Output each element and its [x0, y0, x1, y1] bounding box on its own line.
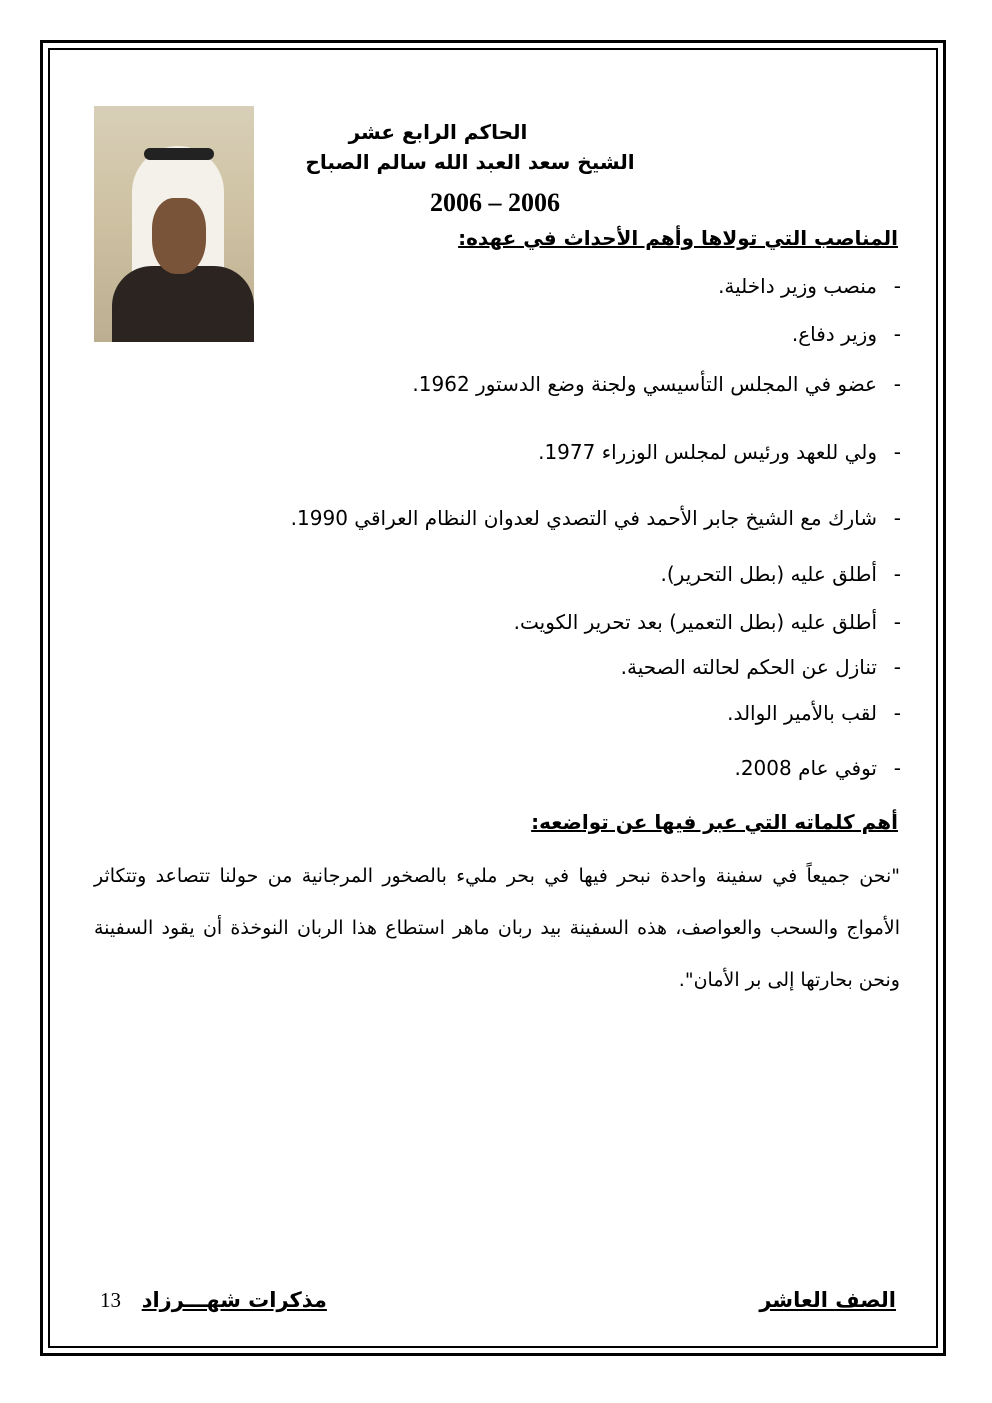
positions-heading: المناصب التي تولاها وأهم الأحداث في عهده:: [458, 226, 898, 250]
list-item: - توفي عام 2008.: [734, 756, 901, 780]
quote-heading: أهم كلماته التي عبر فيها عن تواضعه:: [531, 810, 898, 834]
list-item: - أطلق عليه (بطل التعمير) بعد تحرير الكويت.: [513, 610, 901, 634]
list-item: - لقب بالأمير الوالد.: [727, 701, 901, 725]
list-item: - وزير دفاع.: [791, 322, 901, 346]
list-item: - منصب وزير داخلية.: [718, 274, 901, 298]
ruler-name: الشيخ سعد العبد الله سالم الصباح: [305, 150, 635, 174]
grade-label: الصف العاشر: [759, 1288, 896, 1312]
reign-years: 2006 – 2006: [430, 188, 560, 217]
list-item: - أطلق عليه (بطل التحرير).: [660, 562, 901, 586]
list-item: - عضو في المجلس التأسيسي ولجنة وضع الدستور 1962.: [412, 372, 901, 396]
list-item: - تنازل عن الحكم لحالته الصحية.: [620, 655, 901, 679]
portrait-photo: [94, 106, 254, 342]
list-item: - شارك مع الشيخ جابر الأحمد في التصدي لعدوان النظام العراقي 1990.: [290, 506, 901, 530]
list-item: - ولي للعهد ورئيس لمجلس الوزراء 1977.: [538, 440, 901, 464]
footer-brand: [100, 1288, 327, 1313]
page-number: 13: [100, 1288, 121, 1312]
ruler-order-title: الحاكم الرابع عشر: [348, 120, 528, 144]
quote-paragraph: "نحن جميعاً في سفينة واحدة نبحر فيها في بحر مليء بالصخور المرجانية من حولنا تتصاعد وتتكاثر الأمواج والسحب والعواصف، هذه السفينة بيد ربان ماهر استطاع هذا الربان النوخذة أن يقود السفينة ونحن بحارتها إلى بر الأمان".: [94, 865, 900, 991]
brand-label: مذكرات شهـــرزاد: [141, 1288, 327, 1312]
